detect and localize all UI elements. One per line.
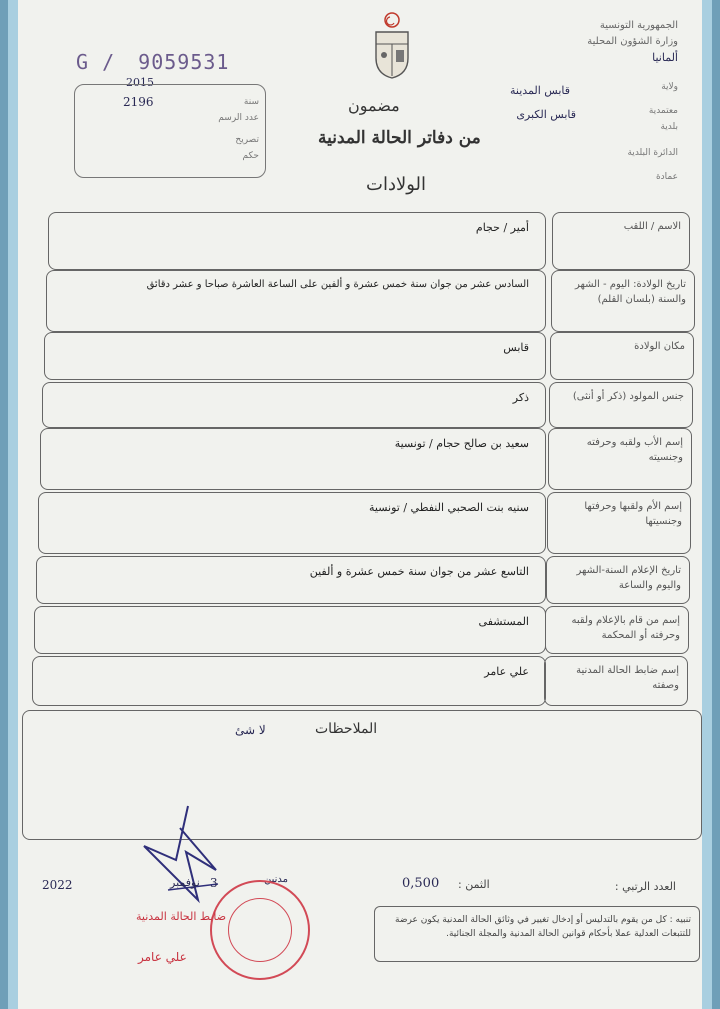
municipality-handwritten: ألمانيا [652,51,678,64]
row-value: سنيه بنت الصحبي النفطي / تونسية [369,501,529,514]
row-value: المستشفى [478,615,529,628]
wilaya-label: ولاية [661,82,678,92]
row-value: أمير / حجام [475,221,529,234]
row-label: الاسم / اللقب [623,221,681,232]
place-handwritten: مدنين [264,874,289,885]
row-value: السادس عشر من جوان سنة خمس عشرة و ألفين على الساعة العاشرة صباحا و عشر دقائق [146,279,529,290]
title-registers: من دفاتر الحالة المدنية [318,128,481,148]
row-label: تاريخ الإعلام السنة-الشهر واليوم والساعة [576,565,681,591]
ministry-name: وزارة الشؤون المحلية [587,36,678,47]
row-value-box [44,332,546,380]
district-label: الدائرة البلدية [627,148,678,158]
row-label-box [552,212,690,270]
row-value: قابس [503,341,529,354]
row-label: مكان الولادة [634,341,685,352]
title-extract: مضمون [348,96,400,115]
row-label-box [551,270,695,332]
row-label-box [547,492,691,554]
wilaya-value: قابس المدينة [509,84,570,97]
row-value: التاسع عشر من جوان سنة خمس عشرة و ألفين [309,565,529,578]
signature-scribble [128,800,238,910]
warning-text: تنبيه : كل من يقوم بالتدليس أو إدخال تغيير في وثائق الحالة المدنية يكون عرضة للتتبعات العدلية عملا بأحكام قوانين الحالة المدنية والمجلة الجنائية. [395,915,691,939]
date-year: 2022 [42,878,73,892]
row-label-box [548,428,692,490]
row-label-box [545,606,689,654]
signatory-stamp-text: علي عامر [138,950,187,964]
delegation-value: قابس الكبرى [516,108,576,121]
row-value-box [32,656,546,706]
label-act-number: عدد الرسم [218,113,259,123]
date-day: 3 [210,876,218,890]
row-value-box [40,428,546,490]
serial-value: 9059531 [138,50,230,74]
officer-stamp-text: ضابط الحالة المدنية [136,910,227,923]
omada-label: عمادة [655,172,678,182]
price-label: الثمن : [458,878,490,891]
row-label: إسم من قام بالإعلام ولقبه وحرفته أو المحكمة [571,615,680,641]
label-declaration: تصريح [235,135,259,145]
row-label: تاريخ الولادة: اليوم - الشهر والسنة (بلسان القلم) [574,279,686,305]
notes-box [22,710,702,840]
registration-year: 2015 [126,76,154,89]
birth-certificate-sheet [8,0,712,1009]
row-value: علي عامر [484,665,529,678]
registration-box [74,84,266,178]
row-label: إسم ضابط الحالة المدنية وصفته [576,665,679,691]
row-label-box [546,556,690,604]
municipal-stamp [210,880,310,980]
title-births: الولادات [366,174,427,195]
row-value-box [34,606,546,654]
tunisia-coat-of-arms-icon [370,10,414,82]
row-value: ذكر [512,391,529,404]
row-label: إسم الأب ولقبه وحرفته وجنسيته [586,437,683,463]
row-value-box [46,270,546,332]
row-label: إسم الأم ولقبها وحرفتها وجنسيتها [584,501,682,527]
serial-prefix: G / [76,50,116,74]
header-institution [587,18,678,66]
row-label-box [549,382,693,428]
row-value-box [48,212,546,270]
republic-name: الجمهورية التونسية [599,20,678,31]
municipality-label: بلدية [660,122,678,132]
serial-number [76,50,229,74]
delegation-label: معتمدية [648,106,678,116]
row-label: جنس المولود (ذكر أو أنثى) [572,391,684,402]
date-month: نوفمبر [170,876,200,889]
row-value-box [42,382,546,428]
label-year: سنة [243,97,259,107]
notes-label: الملاحظات [315,721,378,737]
order-number-label: العدد الرتبي : [614,880,676,893]
row-value: سعيد بن صالح حجام / تونسية [394,437,529,450]
price-value: 0,500 [402,876,440,891]
row-value-box [36,556,546,604]
row-label-box [544,656,688,706]
warning-box [374,906,700,962]
row-label-box [550,332,694,380]
act-number: 2196 [123,95,154,109]
label-judgment: حكم [242,151,259,161]
row-value-box [38,492,546,554]
notes-value: لا شئ [235,723,266,737]
